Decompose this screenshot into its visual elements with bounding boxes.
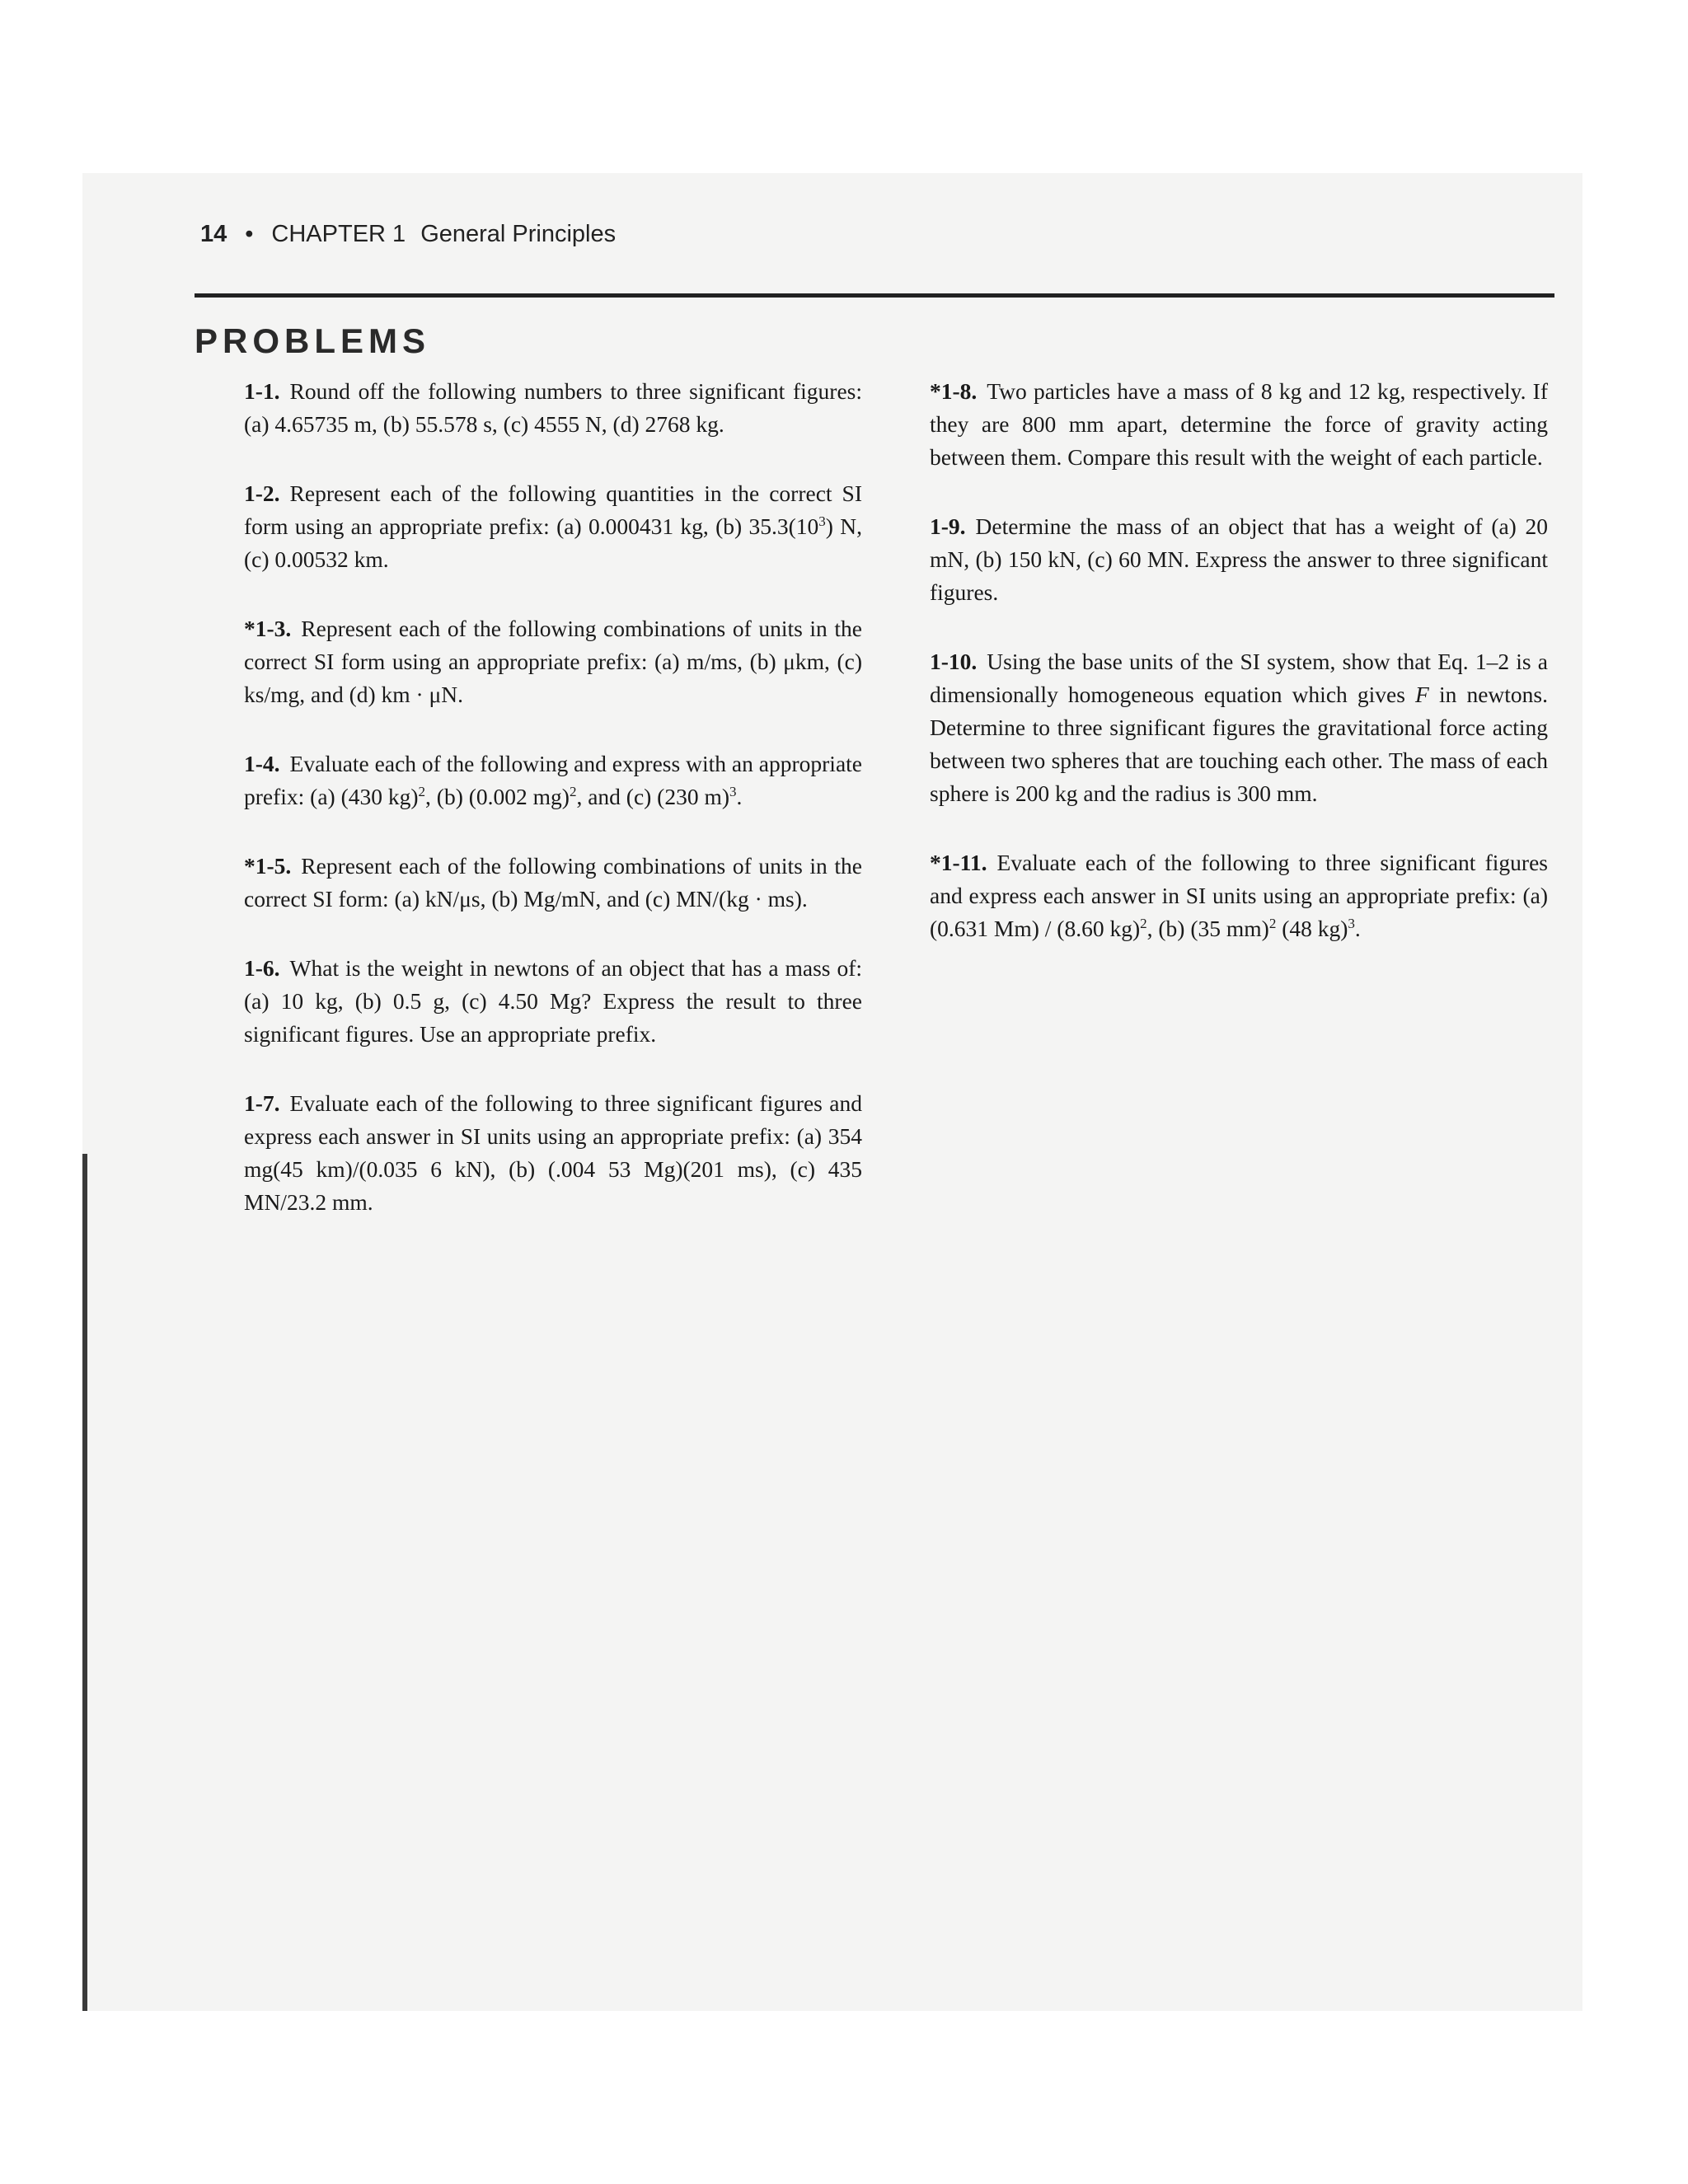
scan-edge-shadow xyxy=(82,1154,87,2011)
problem-item xyxy=(930,510,1548,609)
problem-number: 1-6. xyxy=(244,955,280,981)
problem-text: Evaluate each of the following and express with an appropriate prefix: (a) (430 kg)$^2$, (b) (0.002 mg)$^2$, and (c) (230 m)$^3$. xyxy=(244,751,862,809)
problem-item xyxy=(930,846,1548,945)
problem-item xyxy=(930,645,1548,810)
problem-text: Evaluate each of the following to three significant figures and express each answer in SI units using an appropriate prefix: (a) 354 mg(45 km)/(0.035 6 kN), (b) (.004 53 Mg)(201 ms), (c) 435 MN/23.2 mm. xyxy=(244,1090,862,1215)
problem-number: 1-9. xyxy=(930,513,966,539)
problem-number: *1-5. xyxy=(244,853,292,879)
problem-number: 1-10. xyxy=(930,649,978,674)
problem-item xyxy=(244,1087,862,1219)
problem-number: *1-11. xyxy=(930,850,987,875)
problem-item xyxy=(930,375,1548,474)
problem-item xyxy=(244,952,862,1051)
problems-left-column xyxy=(244,375,862,1255)
problem-text: What is the weight in newtons of an object that has a mass of: (a) 10 kg, (b) 0.5 g, (c) 4.50 Mg? Express the result to three significant figures. Use an appropriate prefix. xyxy=(244,955,862,1047)
problem-number: 1-4. xyxy=(244,751,280,776)
problem-number: *1-8. xyxy=(930,378,978,404)
chapter-title: General Principles xyxy=(420,221,617,247)
problem-text: Two particles have a mass of 8 kg and 12 kg, respectively. If they are 800 mm apart, determine the force of gravity acting between them. Compare this result with the weight of each particle. xyxy=(930,378,1548,470)
problem-item xyxy=(244,748,862,813)
problem-text: Round off the following numbers to three significant figures: (a) 4.65735 m, (b) 55.578 s, (c) 4555 N, (d) 2768 kg. xyxy=(244,378,862,437)
page-number: 14 xyxy=(200,221,227,247)
problem-text: Represent each of the following combinations of units in the correct SI form using an appropriate prefix: (a) m/ms, (b) μkm, (c) ks/mg, and (d) km · μN. xyxy=(244,616,862,707)
problem-number: 1-7. xyxy=(244,1090,280,1116)
problem-text: Represent each of the following combinations of units in the correct SI form: (a) kN/μs, (b) Mg/mN, and (c) MN/(kg · ms). xyxy=(244,853,862,912)
problems-right-column xyxy=(930,375,1548,982)
problem-number: 1-2. xyxy=(244,480,280,506)
running-header xyxy=(200,221,616,248)
problem-item xyxy=(244,850,862,916)
problem-text: Represent each of the following quantities in the correct SI form using an appropriate prefix: (a) 0.000431 kg, (b) $35.3(10^3)$ N, (c) 0.00532 km. xyxy=(244,480,862,572)
problem-number: *1-3. xyxy=(244,616,292,641)
problem-item xyxy=(244,477,862,576)
problem-item xyxy=(244,612,862,711)
section-title: PROBLEMS xyxy=(195,321,431,360)
chapter-label: CHAPTER 1 xyxy=(271,221,406,247)
problem-text: Determine the mass of an object that has a weight of (a) 20 mN, (b) 150 kN, (c) 60 MN. Express the answer to three significant figures. xyxy=(930,513,1548,605)
problem-text: Using the base units of the SI system, show that Eq. 1–2 is a dimensionally homogeneous equation which gives F in newtons. Determine to three significant figures the gravitational force acting between two spheres that are touching each other. The mass of each sphere is 200 kg and the radius is 300 mm. xyxy=(930,649,1548,806)
problem-text: Evaluate each of the following to three significant figures and express each answer in SI units using an appropriate prefix: (a) (0.631 Mm) / (8.60 kg)$^2$, (b) (35 mm)$^2$ (48 kg)$^3$. xyxy=(930,850,1548,941)
problem-item xyxy=(244,375,862,441)
problem-number: 1-1. xyxy=(244,378,280,404)
header-rule xyxy=(195,293,1554,298)
header-separator: • xyxy=(245,221,254,247)
